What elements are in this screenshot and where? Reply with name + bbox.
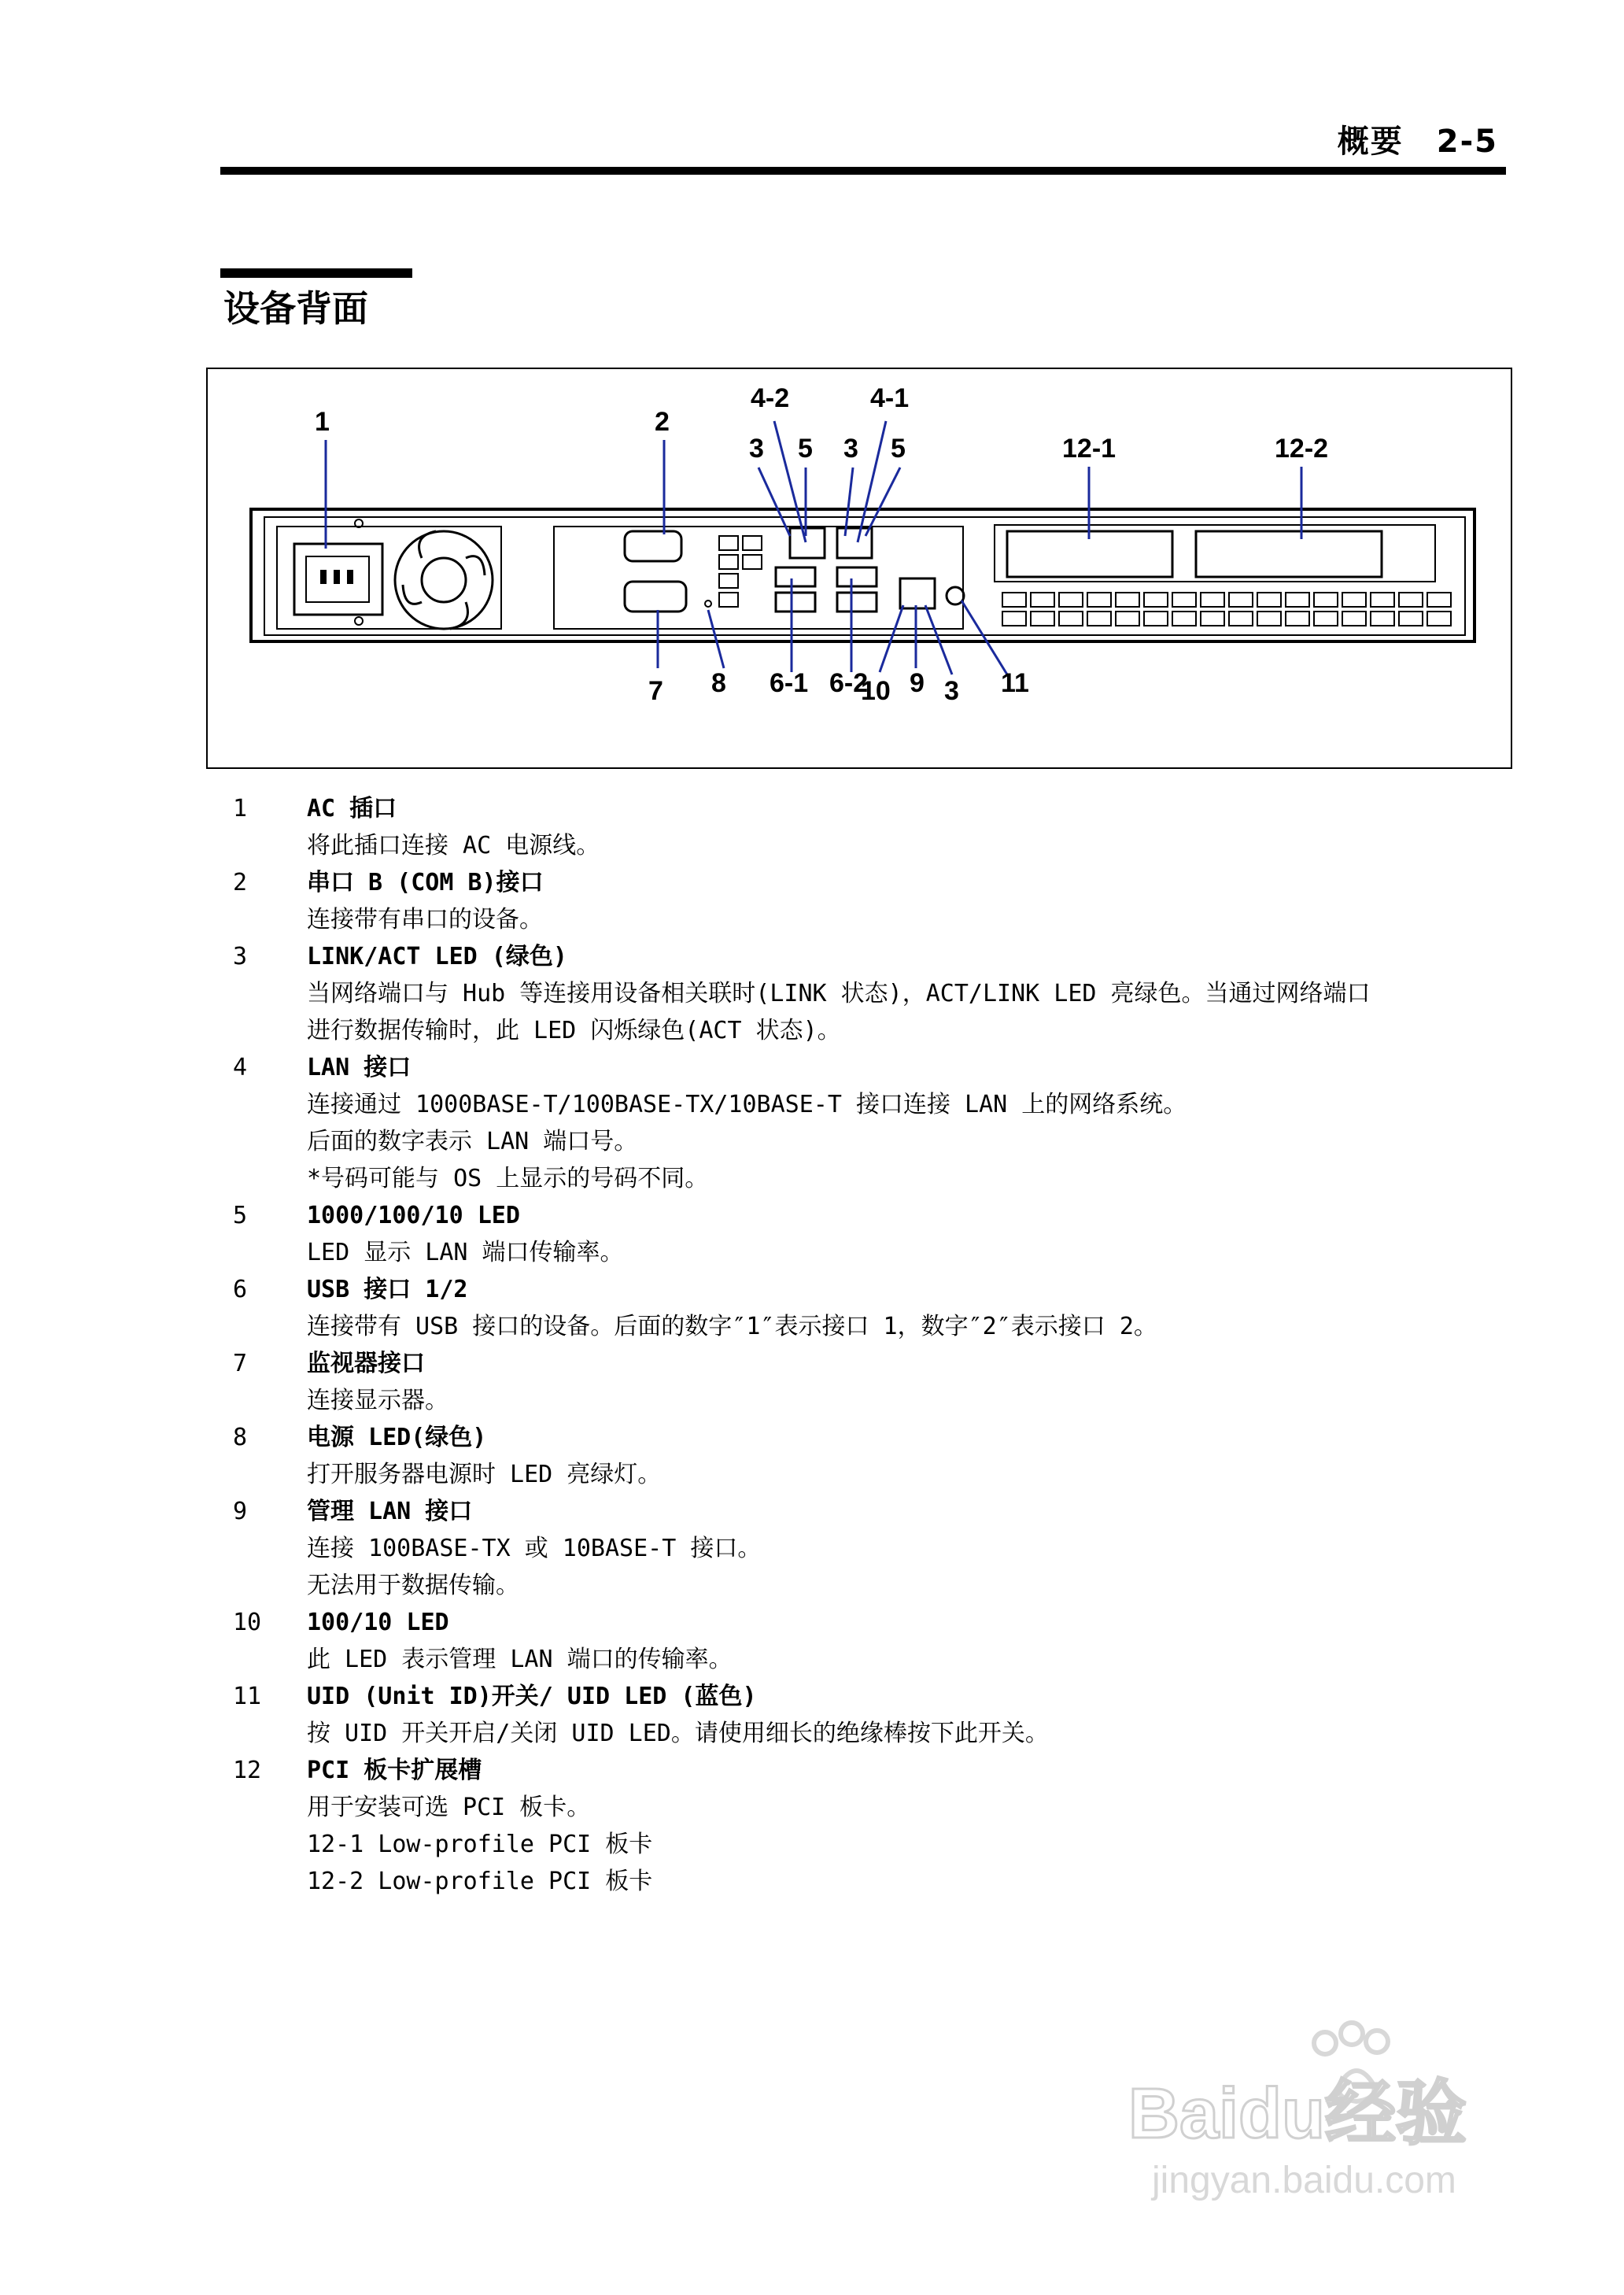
list-item — [233, 1678, 1523, 1752]
list-item — [233, 1271, 1523, 1345]
list-item — [233, 790, 1523, 864]
baidu-logo — [1120, 2004, 1530, 2208]
item-description: 当网络端口与 Hub 等连接用设备相关联时(LINK 状态)，ACT/LINK LED 亮绿色。当通过网络端口 — [307, 980, 1371, 1007]
mgmt-lan-port — [900, 578, 935, 608]
callout-12-2: 12-2 — [1275, 434, 1329, 464]
callout-1: 1 — [315, 407, 330, 437]
vent-grid — [1002, 593, 1451, 626]
item-title: 管理 LAN 接口 — [307, 1498, 473, 1525]
leader-lines — [326, 421, 1301, 674]
usb-port-1b — [776, 593, 815, 612]
callout-2: 2 — [655, 407, 670, 437]
callout-7: 7 — [648, 676, 663, 706]
watermark-url: jingyan.baidu.com — [1152, 2160, 1456, 2201]
item-title: 1000/100/10 LED — [307, 1202, 520, 1229]
list-item — [233, 1604, 1523, 1678]
item-description: 无法用于数据传输。 — [307, 1572, 519, 1599]
item-description: 按 UID 开关开启/关闭 UID LED。请使用细长的绝缘棒按下此开关。 — [307, 1720, 1049, 1747]
baidu-watermark — [1120, 2004, 1530, 2208]
callout-6-2: 6-2 — [829, 668, 869, 698]
item-description: 连接带有串口的设备。 — [307, 906, 543, 933]
item-title: 串口 B (COM B)接口 — [307, 869, 544, 896]
callout-3a: 3 — [749, 434, 764, 464]
item-number: 6 — [233, 1276, 248, 1303]
item-description: 连接 100BASE-TX 或 10BASE-T 接口。 — [307, 1535, 762, 1562]
callout-3b: 3 — [843, 434, 858, 464]
callout-3c: 3 — [944, 676, 959, 706]
item-number: 5 — [233, 1202, 248, 1229]
item-number: 1 — [233, 795, 248, 822]
callout-5b: 5 — [891, 434, 906, 464]
item-number: 11 — [233, 1683, 262, 1710]
list-item — [233, 1493, 1523, 1604]
usb-port-1a — [776, 567, 815, 586]
list-item — [233, 1752, 1523, 1900]
usb-port-2b — [837, 593, 877, 612]
item-description: 进行数据传输时，此 LED 闪烁绿色(ACT 状态)。 — [307, 1017, 841, 1044]
section-tab — [220, 268, 412, 278]
item-title: PCI 板卡扩展槽 — [307, 1757, 482, 1784]
list-item — [233, 1049, 1523, 1197]
list-item — [233, 1419, 1523, 1493]
item-description: 后面的数字表示 LAN 端口号。 — [307, 1128, 638, 1155]
item-title: 监视器接口 — [307, 1350, 425, 1377]
page-header: 概要 2-5 — [1337, 124, 1498, 160]
item-description: 连接显示器。 — [307, 1387, 448, 1414]
item-title: LAN 接口 — [307, 1054, 412, 1081]
lan-port-2 — [790, 528, 825, 558]
item-number: 2 — [233, 869, 248, 896]
callout-8: 8 — [711, 668, 726, 698]
item-description: 12-2 Low-profile PCI 板卡 — [307, 1868, 653, 1895]
item-title: AC 插口 — [307, 795, 397, 822]
item-title: 100/10 LED — [307, 1609, 449, 1636]
item-description: 将此插口连接 AC 电源线。 — [307, 832, 600, 859]
list-item — [233, 938, 1523, 1049]
rear-panel-figure — [206, 368, 1512, 769]
item-description: 此 LED 表示管理 LAN 端口的传输率。 — [307, 1646, 733, 1673]
item-number: 9 — [233, 1498, 248, 1525]
item-title: 电源 LED(绿色) — [307, 1424, 487, 1451]
header-rule — [220, 167, 1506, 175]
section-title: 设备背面 — [223, 287, 368, 330]
vga-port — [625, 582, 686, 612]
callout-4-2: 4-2 — [751, 383, 790, 413]
callout-9: 9 — [910, 668, 925, 698]
callout-5a: 5 — [798, 434, 813, 464]
usb-port-2a — [837, 567, 877, 586]
list-item — [233, 1345, 1523, 1419]
callout-6-1: 6-1 — [770, 668, 809, 698]
rear-panel-diagram — [208, 369, 1511, 767]
item-description: *号码可能与 OS 上显示的号码不同。 — [307, 1165, 709, 1192]
pci-slot-2 — [1196, 531, 1382, 577]
item-number: 12 — [233, 1757, 262, 1784]
item-number: 4 — [233, 1054, 248, 1081]
item-description: 打开服务器电源时 LED 亮绿灯。 — [307, 1461, 662, 1488]
list-item — [233, 1197, 1523, 1271]
callout-10: 10 — [861, 676, 891, 706]
power-led — [705, 601, 711, 607]
item-number: 7 — [233, 1350, 248, 1377]
callout-11: 11 — [1001, 668, 1029, 698]
item-title: USB 接口 1/2 — [307, 1276, 468, 1303]
item-number: 8 — [233, 1424, 248, 1451]
item-description: LED 显示 LAN 端口传输率。 — [307, 1239, 624, 1266]
item-number: 3 — [233, 943, 248, 970]
item-description: 连接通过 1000BASE-T/100BASE-TX/10BASE-T 接口连接 LAN 上的网络系统。 — [307, 1091, 1187, 1118]
item-number: 10 — [233, 1609, 262, 1636]
watermark-logo: Baidu经验 — [1128, 2075, 1467, 2153]
description-list — [233, 790, 1523, 1900]
item-description: 用于安装可选 PCI 板卡。 — [307, 1794, 591, 1821]
list-item — [233, 864, 1523, 938]
callout-4-1: 4-1 — [870, 383, 910, 413]
item-title: LINK/ACT LED (绿色) — [307, 943, 567, 970]
serial-port — [625, 531, 681, 561]
item-description: 连接带有 USB 接口的设备。后面的数字″1″表示接口 1，数字″2″表示接口 2。 — [307, 1313, 1157, 1340]
callout-12-1: 12-1 — [1062, 434, 1116, 464]
item-title: UID (Unit ID)开关/ UID LED (蓝色) — [307, 1683, 757, 1710]
item-description: 12-1 Low-profile PCI 板卡 — [307, 1831, 653, 1858]
